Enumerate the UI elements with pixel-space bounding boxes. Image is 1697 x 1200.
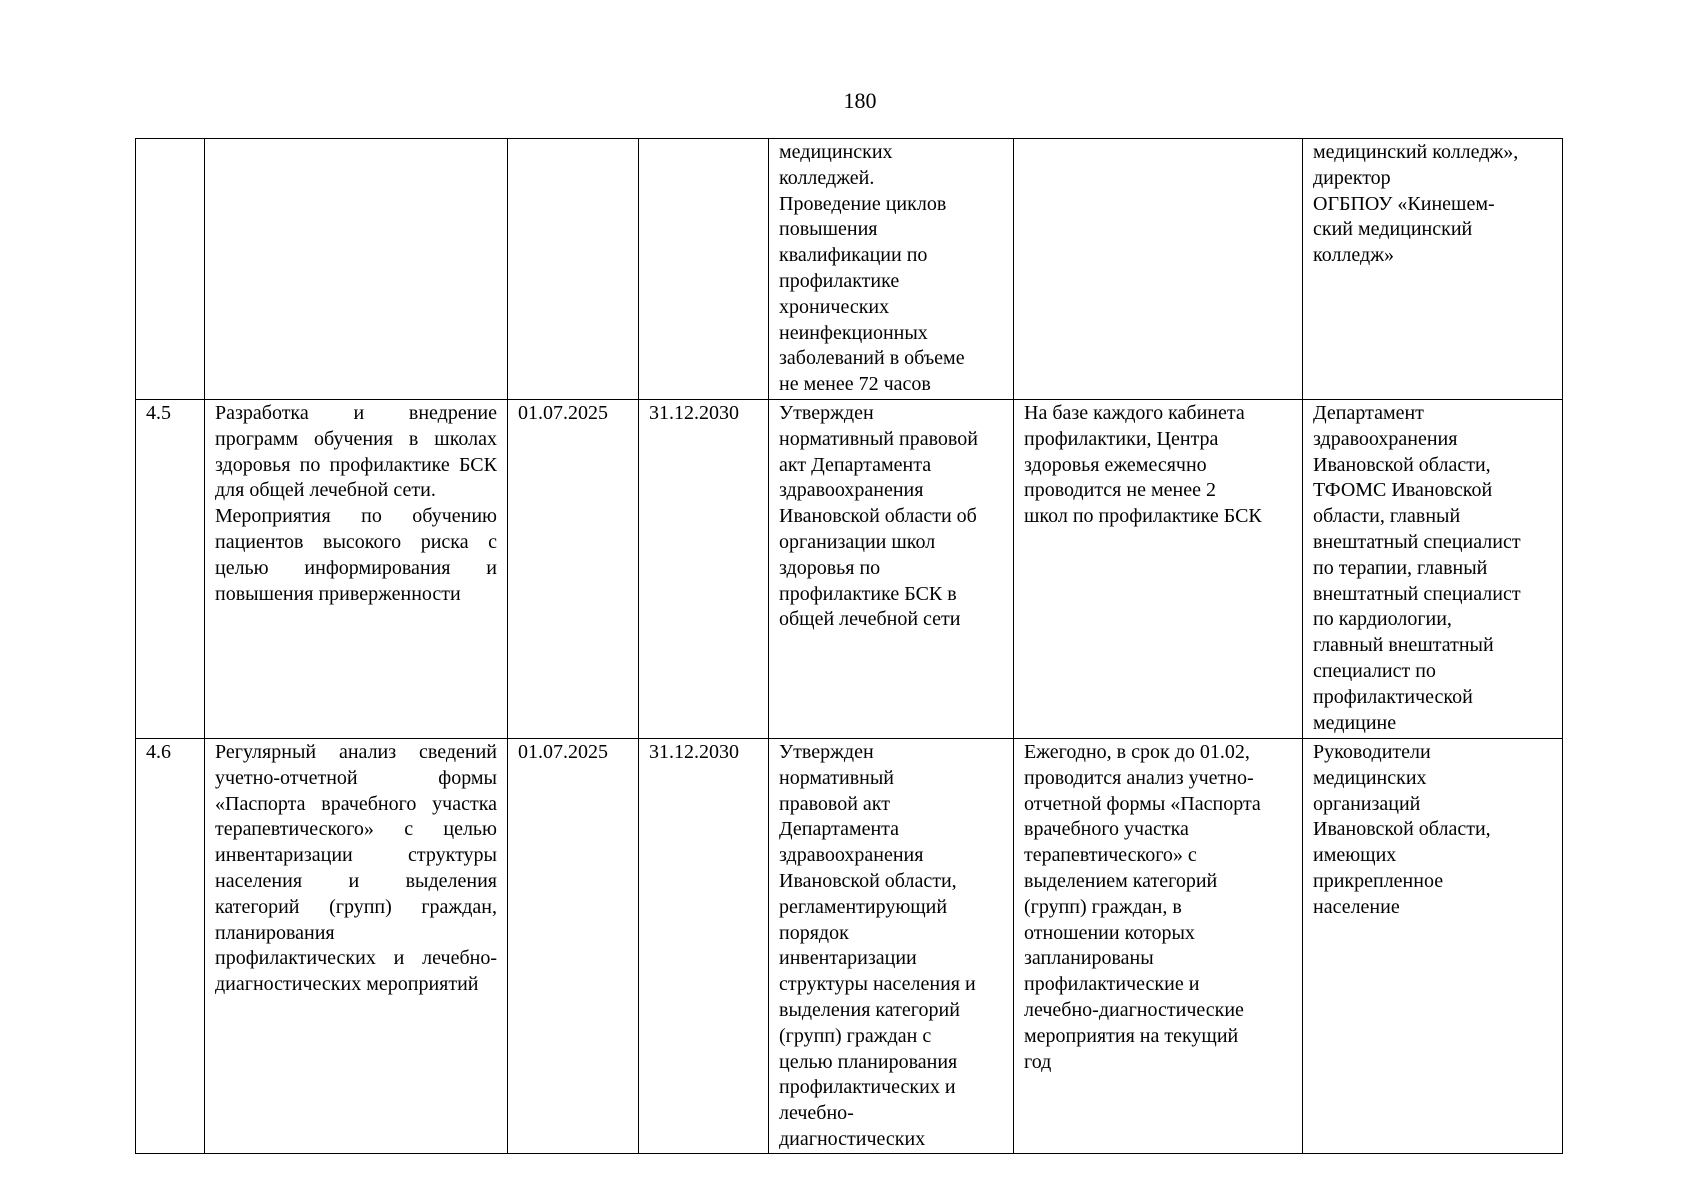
measure-cell: Регулярный анализ сведений учетно-отчетной формы «Паспорта врачебного участка терапевтического» с целью инвентаризации структуры населения и выделения категорий (групп) граждан, планирования профилактических и лечебно-диагностических мероприятий	[205, 739, 508, 1154]
row-number-cell	[136, 139, 205, 400]
page-number: 180	[843, 88, 877, 113]
start-date-cell	[508, 139, 639, 400]
table-row	[136, 400, 1563, 739]
measures-table	[135, 138, 1563, 1154]
indicator-cell: Ежегодно, в срок до 01.02, проводится анализ учетно- отчетной формы «Паспорта врачебного участка терапевтического» с выделением категорий (групп) граждан, в отношении которых запланированы профилактические и лечебно-диагностические мероприятия на текущий год	[1014, 739, 1303, 1154]
end-date-cell: 31.12.2030	[639, 739, 769, 1154]
start-date-cell: 01.07.2025	[508, 400, 639, 739]
row-number-cell: 4.5	[136, 400, 205, 739]
measure-cell: Разработка и внедрение программ обучения в школах здоровья по профилактике БСК для общей лечебной сети. Мероприятия по обучению пациентов высокого риска с целью информирования и повышения приверженности	[205, 400, 508, 739]
responsible-cell: медицинский колледж», директор ОГБПОУ «Кинешем- ский медицинский колледж»	[1303, 139, 1563, 400]
indicator-cell	[1014, 139, 1303, 400]
responsible-cell: Департамент здравоохранения Ивановской области, ТФОМС Ивановской области, главный внештатный специалист по терапии, главный внештатный специалист по кардиологии, главный внештатный специалист по профилактической медицине	[1303, 400, 1563, 739]
measure-cell	[205, 139, 508, 400]
result-cell: медицинских колледжей. Проведение циклов повышения квалификации по профилактике хронических неинфекционных заболеваний в объеме не менее 72 часов	[769, 139, 1014, 400]
indicator-cell: На базе каждого кабинета профилактики, Центра здоровья ежемесячно проводится не менее 2 школ по профилактике БСК	[1014, 400, 1303, 739]
start-date-cell: 01.07.2025	[508, 739, 639, 1154]
responsible-cell: Руководители медицинских организаций Ивановской области, имеющих прикрепленное население	[1303, 739, 1563, 1154]
table-row	[136, 739, 1563, 1154]
table-row	[136, 139, 1563, 400]
result-cell: Утвержден нормативный правовой акт Департамента здравоохранения Ивановской области, регламентирующий порядок инвентаризации структуры населения и выделения категорий (групп) граждан с целью планирования профилактических и лечебно- диагностических	[769, 739, 1014, 1154]
end-date-cell: 31.12.2030	[639, 400, 769, 739]
end-date-cell	[639, 139, 769, 400]
row-number-cell: 4.6	[136, 739, 205, 1154]
result-cell: Утвержден нормативный правовой акт Департамента здравоохранения Ивановской области об организации школ здоровья по профилактике БСК в общей лечебной сети	[769, 400, 1014, 739]
